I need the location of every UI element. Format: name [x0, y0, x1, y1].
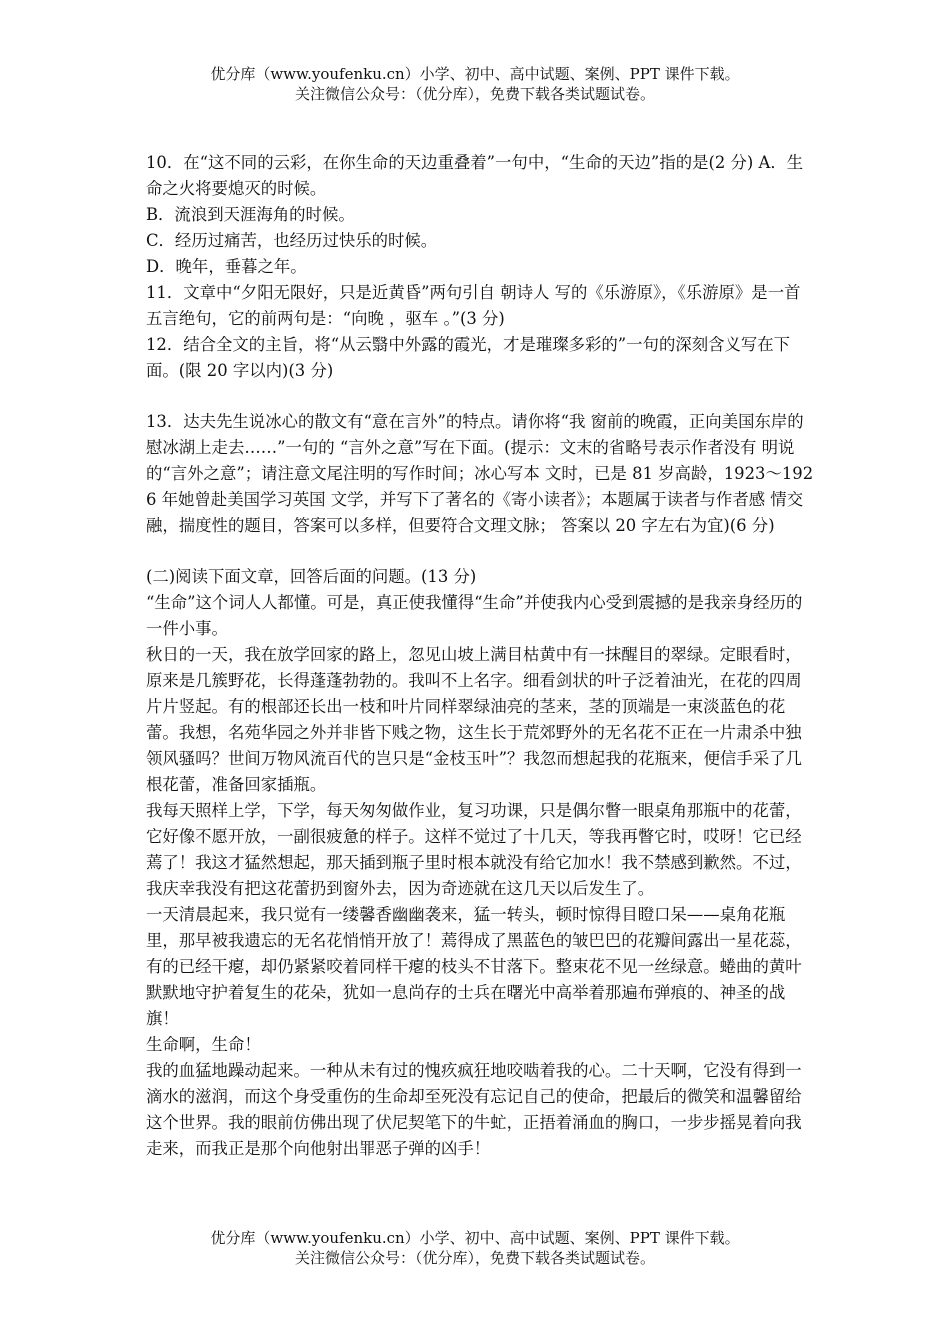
question-10-option-d: D．晚年，垂暮之年。 [146, 257, 307, 276]
document-body [146, 150, 816, 1162]
passage-heading: (二)阅读下面文章，回答后面的问题。(13 分) [146, 567, 477, 586]
header-line-2: 关注微信公众号：（优分库），免费下载各类试题试卷。 [294, 85, 655, 103]
question-10-option-c: C．经历过痛苦，也经历过快乐的时候。 [146, 231, 438, 250]
passage-paragraph: 我每天照样上学，下学，每天匆匆做作业，复习功课，只是偶尔瞥一眼桌角那瓶中的花蕾，它好像不愿开放，一副很疲惫的样子。这样不觉过了十几天，等我再瞥它时，哎呀！它已经蔫了！我这才猛然想起，那天插到瓶子里时根本就没有给它加水！我不禁感到歉然。不过，我庆幸我没有把这花蕾扔到窗外去，因为奇迹就在这几天以后发生了。 [146, 801, 802, 898]
page-header [0, 64, 950, 104]
question-10-option-b: B．流浪到天涯海角的时候。 [146, 205, 355, 224]
passage-paragraph: 我的血猛地躁动起来。一种从未有过的愧疚疯狂地咬啮着我的心。二十天啊，它没有得到一滴水的滋润，而这个身受重伤的生命却至死没有忘记自己的使命，把最后的微笑和温馨留给这个世界。我的眼前仿佛出现了伏尼契笔下的牛虻，正捂着涌血的胸口，一步步摇晃着向我走来，而我正是那个向他射出罪恶子弹的凶手！ [146, 1061, 802, 1158]
page-footer [0, 1228, 950, 1268]
passage-paragraph: “生命”这个词人人都懂。可是，真正使我懂得“生命”并使我内心受到震撼的是我亲身经历的一件小事。 [146, 593, 803, 638]
passage-paragraph: 一天清晨起来，我只觉有一缕馨香幽幽袭来，猛一转头，顿时惊得目瞪口呆——桌角花瓶里，那早被我遗忘的无名花悄悄开放了！蔫得成了黑蓝色的皱巴巴的花瓣间露出一星花蕊，有的已经干瘪，却仍紧紧咬着同样干瘪的枝头不甘落下。整束花不见一丝绿意。蜷曲的黄叶默默地守护着复生的花朵，犹如一息尚存的士兵在曙光中高举着那遍布弹痕的、神圣的战旗！ [146, 905, 802, 1028]
question-11: 11．文章中“夕阳无限好，只是近黄昏”两句引自 朝诗人 写的《乐游原》，《乐游原》是一首五言绝句，它的前两句是：“向晚 ，驱车 。”(3 分) [146, 283, 801, 328]
question-13: 13．达夫先生说冰心的散文有“意在言外”的特点。请你将“我 窗前的晚霞，正向美国东岸的慰冰湖上走去……”一句的 “言外之意”写在下面。(提示：文末的省略号表示作者没有 明说的“言外之意”；请注意文尾注明的写作时间；冰心写本 文时，已是 81 岁高龄，1923～1926 年她曾赴美国学习英国 文学，并写下了著名的《寄小读者》；本题属于读者与作者感 情交融，揣度性的题目，答案可以多样，但要符合文理文脉； 答案以 20 字左右为宜)(6 分) [146, 412, 814, 535]
footer-line-1: 优分库（www.youfenku.cn）小学、初中、高中试题、案例、PPT 课件下载。 [210, 1229, 740, 1247]
footer-line-2: 关注微信公众号：（优分库），免费下载各类试题试卷。 [294, 1249, 655, 1267]
question-12: 12．结合全文的主旨，将“从云翳中外露的霞光，才是璀璨多彩的”一句的深刻含义写在下面。(限 20 字以内)(3 分) [146, 335, 791, 380]
passage-paragraph: 生命啊，生命！ [146, 1035, 261, 1054]
passage-paragraph: 秋日的一天，我在放学回家的路上，忽见山坡上满目枯黄中有一抹醒目的翠绿。定眼看时，原来是几簇野花，长得蓬蓬勃勃的。我叫不上名字。细看剑状的叶子泛着油光，在花的四周片片竖起。有的根部还长出一枝和叶片同样翠绿油亮的茎来，茎的顶端是一束淡蓝色的花蕾。我想，名苑华园之外并非皆下贱之物，这生长于荒郊野外的无名花不正在一片肃杀中独领风骚吗？世间万物风流百代的岂只是“金枝玉叶”？我忽而想起我的花瓶来，便信手采了几根花蕾，准备回家插瓶。 [146, 645, 802, 794]
question-10: 10．在“这不同的云彩，在你生命的天边重叠着”一句中，“生命的天边”指的是(2 分) A．生命之火将要熄灭的时候。 [146, 153, 804, 198]
header-line-1: 优分库（www.youfenku.cn）小学、初中、高中试题、案例、PPT 课件下载。 [210, 65, 740, 83]
